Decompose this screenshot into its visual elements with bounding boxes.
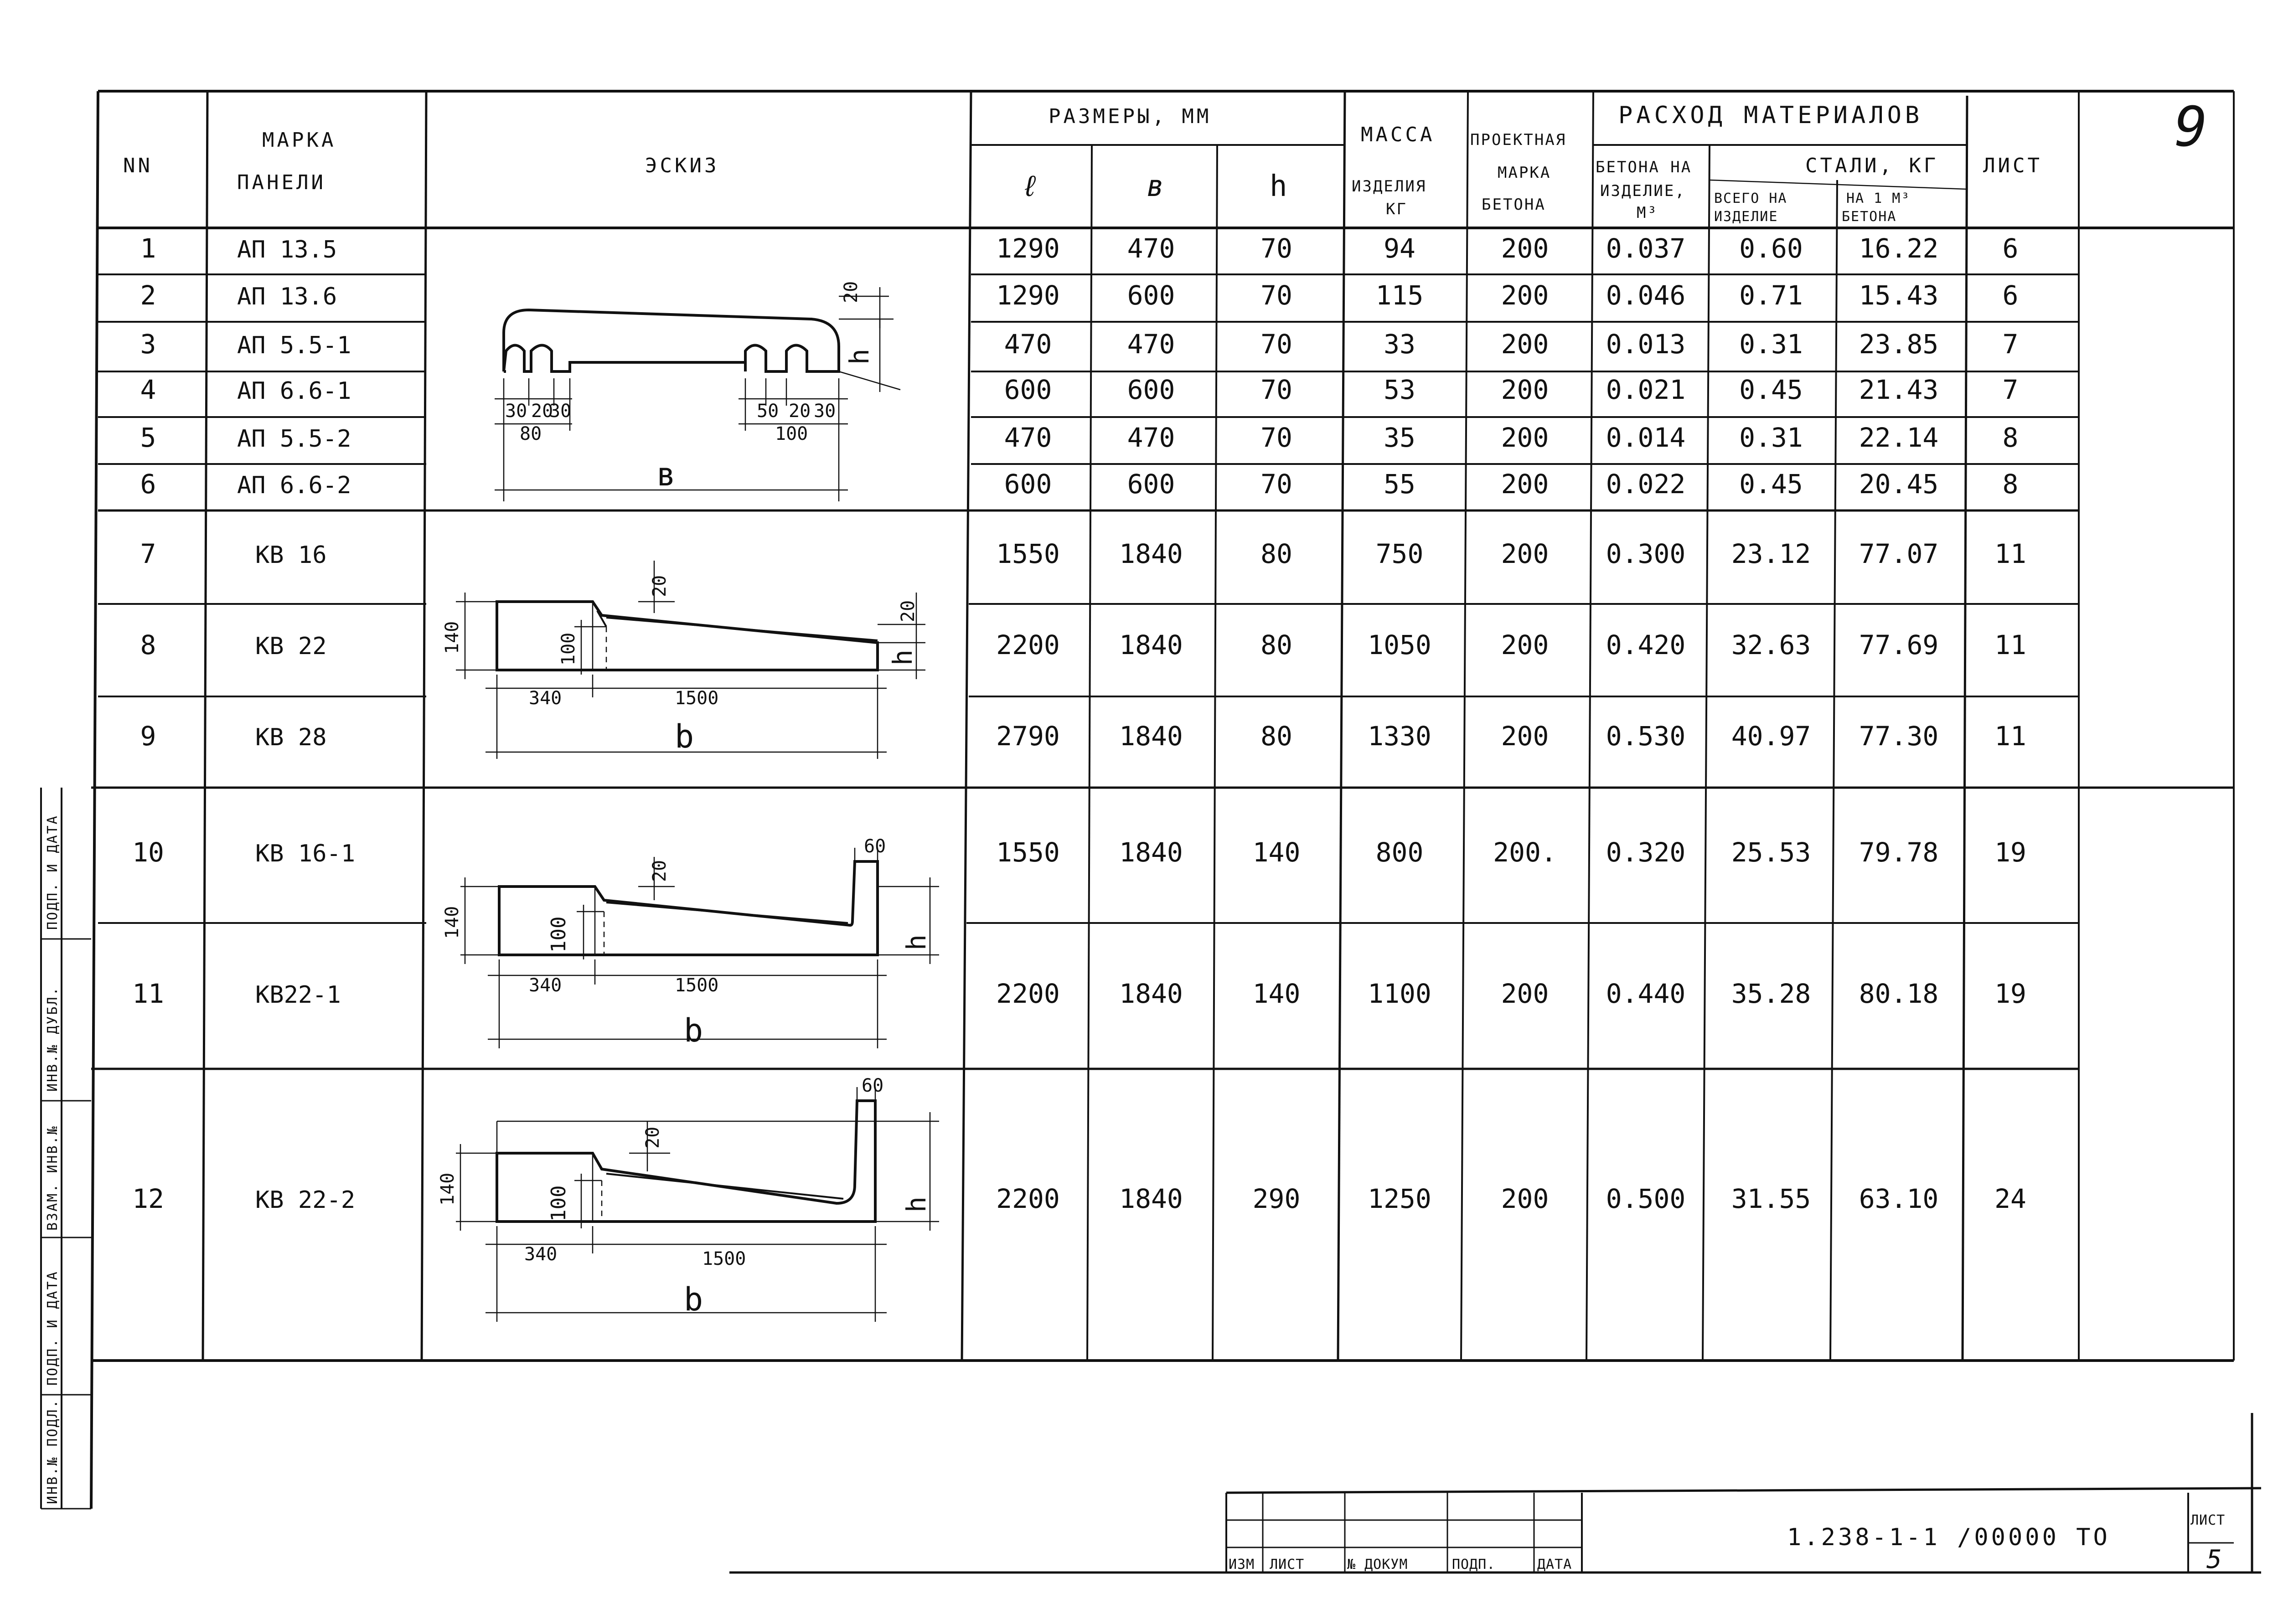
- cell-b: 600: [1127, 469, 1175, 500]
- cell-st-m3: 23.85: [1859, 329, 1939, 360]
- cell-st: 40.97: [1731, 721, 1811, 752]
- cell-bet: 200: [1501, 538, 1549, 569]
- cell-h: 70: [1260, 280, 1292, 311]
- cell-st: 25.53: [1731, 837, 1811, 868]
- cell-marka: КВ 16: [255, 541, 327, 569]
- header-marka-bet-3: БЕТОНА: [1482, 196, 1546, 214]
- dim-140: 140: [442, 906, 463, 939]
- cell-l: 2790: [996, 721, 1060, 752]
- cell-st: 0.45: [1739, 469, 1803, 500]
- cell-b: 470: [1127, 233, 1175, 264]
- cell-st: 31.55: [1731, 1183, 1811, 1214]
- tb-sheet-label: ЛИСТ: [2190, 1512, 2226, 1528]
- cell-b: 1840: [1119, 837, 1183, 868]
- table-row: [140, 422, 2019, 453]
- table-row: [140, 329, 2019, 360]
- header-list: ЛИСТ: [1983, 154, 2042, 177]
- cell-nn: 7: [140, 538, 156, 569]
- table-row: [140, 374, 2019, 405]
- cell-l: 1550: [996, 538, 1060, 569]
- cell-list: 8: [2002, 469, 2019, 500]
- cell-nn: 4: [140, 374, 156, 405]
- dim-h: h: [901, 1196, 932, 1212]
- dim-100: 100: [775, 423, 808, 444]
- cell-marka: АП 6.6-2: [237, 472, 351, 499]
- cell-b: 600: [1127, 374, 1175, 405]
- header-massa-1: МАССА: [1361, 123, 1435, 146]
- cell-st-m3: 79.78: [1859, 837, 1939, 868]
- dim-20a: 20: [531, 401, 553, 422]
- cell-massa: 1100: [1368, 978, 1431, 1009]
- cell-l: 600: [1004, 374, 1052, 405]
- dim-b: b: [684, 1281, 703, 1318]
- dim-100: 100: [558, 632, 579, 665]
- header-stal-m3-2: БЕТОНА: [1842, 209, 1897, 225]
- dim-60: 60: [862, 1075, 884, 1096]
- cell-l: 1290: [996, 233, 1060, 264]
- header-stal-izd-1: ВСЕГО НА: [1714, 191, 1787, 206]
- table-row: [140, 280, 2019, 311]
- header-l: ℓ: [1021, 170, 1039, 203]
- cell-nn: 6: [140, 469, 156, 500]
- table-row: [132, 837, 2026, 868]
- cell-nn: 2: [140, 280, 156, 311]
- dim-h: h: [887, 650, 918, 665]
- header-stal: СТАЛИ, КГ: [1805, 154, 1939, 177]
- cell-list: 7: [2002, 329, 2019, 360]
- cell-list: 24: [1994, 1183, 2026, 1214]
- cell-massa: 1050: [1368, 629, 1431, 660]
- cell-vol: 0.420: [1606, 629, 1686, 660]
- table-row: [132, 1183, 2026, 1214]
- cell-h: 70: [1260, 422, 1292, 453]
- tb-list: ЛИСТ: [1270, 1557, 1305, 1572]
- cell-st-m3: 77.30: [1859, 721, 1939, 752]
- header-stal-m3-1: НА 1 М³: [1846, 191, 1911, 206]
- dim-1500: 1500: [702, 1248, 746, 1269]
- cell-vol: 0.320: [1606, 837, 1686, 868]
- sketch-kv-beam-1: [442, 836, 939, 1049]
- cell-st-m3: 20.45: [1859, 469, 1939, 500]
- cell-h: 80: [1260, 629, 1292, 660]
- cell-b: 1840: [1119, 978, 1183, 1009]
- cell-list: 11: [1994, 629, 2026, 660]
- cell-st: 23.12: [1731, 538, 1811, 569]
- dim-340: 340: [529, 688, 562, 709]
- cell-h: 140: [1252, 978, 1301, 1009]
- cell-massa: 55: [1384, 469, 1415, 500]
- cell-b: 1840: [1119, 538, 1183, 569]
- dim-100: 100: [547, 916, 570, 953]
- dim-80: 80: [520, 423, 542, 444]
- cell-h: 140: [1252, 837, 1301, 868]
- cell-vol: 0.022: [1606, 469, 1686, 500]
- tb-n-dok: № ДОКУМ: [1347, 1557, 1408, 1572]
- dim-20: 20: [642, 1126, 663, 1149]
- cell-bet: 200.: [1493, 837, 1557, 868]
- side-stamp: [45, 815, 61, 1504]
- dim-100: 100: [547, 1185, 570, 1222]
- cell-massa: 750: [1375, 538, 1424, 569]
- side-stamp-2: ИНВ.№ ДУБЛ.: [45, 986, 61, 1092]
- cell-list: 6: [2002, 280, 2019, 311]
- cell-st: 35.28: [1731, 978, 1811, 1009]
- dim-20a: 20: [649, 575, 670, 597]
- cell-st: 0.60: [1739, 233, 1803, 264]
- cell-vol: 0.014: [1606, 422, 1686, 453]
- dim-h: h: [901, 934, 932, 950]
- dim-1500: 1500: [675, 688, 719, 709]
- tb-podp: ПОДП.: [1452, 1557, 1496, 1572]
- page-mark: 9: [2175, 96, 2208, 159]
- cell-l: 2200: [996, 1183, 1060, 1214]
- cell-b: 1840: [1119, 629, 1183, 660]
- header-beton-1: БЕТОНА НА: [1596, 158, 1692, 176]
- cell-st: 0.45: [1739, 374, 1803, 405]
- cell-marka: АП 6.6-1: [237, 377, 351, 405]
- cell-bet: 200: [1501, 1183, 1549, 1214]
- cell-st: 0.31: [1739, 422, 1803, 453]
- cell-marka: АП 13.6: [237, 283, 337, 310]
- cell-nn: 5: [140, 422, 156, 453]
- cell-vol: 0.021: [1606, 374, 1686, 405]
- cell-h: 80: [1260, 721, 1292, 752]
- side-stamp-3: ВЗАМ. ИНВ.№: [45, 1125, 61, 1231]
- header-nn: NN: [123, 154, 153, 177]
- cell-bet: 200: [1501, 233, 1549, 264]
- dim-140: 140: [437, 1172, 458, 1206]
- cell-vol: 0.300: [1606, 538, 1686, 569]
- table-row: [140, 233, 2019, 264]
- cell-massa: 33: [1384, 329, 1415, 360]
- header-beton-3: М³: [1637, 204, 1658, 222]
- cell-massa: 94: [1384, 233, 1415, 264]
- cell-marka: КВ 22-2: [255, 1186, 356, 1214]
- cell-marka: КВ 22: [255, 633, 327, 660]
- header-massa-2: ИЗДЕЛИЯ: [1352, 177, 1427, 196]
- cell-b: 470: [1127, 329, 1175, 360]
- cell-list: 11: [1994, 538, 2026, 569]
- cell-massa: 115: [1375, 280, 1424, 311]
- cell-l: 470: [1004, 422, 1052, 453]
- cell-st-m3: 22.14: [1859, 422, 1939, 453]
- cell-st: 0.71: [1739, 280, 1803, 311]
- cell-vol: 0.500: [1606, 1183, 1686, 1214]
- dim-340: 340: [529, 975, 562, 996]
- header-eskiz: ЭСКИЗ: [645, 154, 719, 177]
- table-header: [123, 102, 2042, 225]
- cell-massa: 35: [1384, 422, 1415, 453]
- table-row: [132, 978, 2026, 1009]
- cell-st-m3: 80.18: [1859, 978, 1939, 1009]
- cell-bet: 200: [1501, 721, 1549, 752]
- cell-st: 32.63: [1731, 629, 1811, 660]
- header-h: h: [1270, 170, 1287, 203]
- cell-bet: 200: [1501, 469, 1549, 500]
- header-stal-izd-2: ИЗДЕЛИЕ: [1714, 209, 1778, 225]
- dim-20: 20: [649, 860, 670, 882]
- cell-l: 1550: [996, 837, 1060, 868]
- cell-st-m3: 77.69: [1859, 629, 1939, 660]
- dim-20b: 20: [789, 401, 811, 422]
- cell-marka: АП 5.5-1: [237, 332, 351, 359]
- header-marka-bet-2: МАРКА: [1498, 164, 1551, 182]
- dim-30c: 30: [814, 401, 836, 422]
- cell-st-m3: 77.07: [1859, 538, 1939, 569]
- cell-bet: 200: [1501, 629, 1549, 660]
- cell-bet: 200: [1501, 280, 1549, 311]
- cell-massa: 53: [1384, 374, 1415, 405]
- dim-340: 340: [524, 1244, 558, 1265]
- tb-izm: ИЗМ: [1229, 1557, 1255, 1572]
- cell-marka: АП 5.5-2: [237, 425, 351, 453]
- sketch-kv-beam: [442, 561, 925, 759]
- title-block: [729, 1413, 2261, 1574]
- dim-b: b: [684, 1012, 703, 1049]
- header-rashod: РАСХОД МАТЕРИАЛОВ: [1618, 102, 1923, 129]
- cell-h: 70: [1260, 469, 1292, 500]
- cell-vol: 0.037: [1606, 233, 1686, 264]
- cell-list: 11: [1994, 721, 2026, 752]
- table-row: [140, 469, 2019, 500]
- cell-massa: 800: [1375, 837, 1424, 868]
- cell-st-m3: 16.22: [1859, 233, 1939, 264]
- cell-h: 290: [1252, 1183, 1301, 1214]
- cell-b: 1840: [1119, 1183, 1183, 1214]
- cell-st-m3: 21.43: [1859, 374, 1939, 405]
- tb-sheet-no: 5: [2206, 1545, 2222, 1574]
- cell-massa: 1330: [1368, 721, 1431, 752]
- cell-bet: 200: [1501, 329, 1549, 360]
- cell-h: 70: [1260, 329, 1292, 360]
- cell-nn: 1: [140, 233, 156, 264]
- cell-h: 70: [1260, 374, 1292, 405]
- cell-nn: 11: [132, 978, 164, 1009]
- cell-nn: 8: [140, 629, 156, 660]
- cell-marka: КВ22-1: [255, 981, 341, 1009]
- dim-20b: 20: [898, 600, 919, 622]
- cell-st-m3: 15.43: [1859, 280, 1939, 311]
- header-beton-2: ИЗДЕЛИЕ,: [1600, 182, 1686, 200]
- tb-data: ДАТА: [1537, 1557, 1572, 1572]
- cell-vol: 0.440: [1606, 978, 1686, 1009]
- cell-l: 600: [1004, 469, 1052, 500]
- sketch-kv-beam-2: [437, 1075, 939, 1322]
- header-marka-2: ПАНЕЛИ: [237, 171, 326, 194]
- side-stamp-1: ПОДП. И ДАТА: [45, 815, 61, 930]
- cell-nn: 12: [132, 1183, 164, 1214]
- dim-60: 60: [864, 836, 886, 857]
- cell-list: 8: [2002, 422, 2019, 453]
- cell-l: 1290: [996, 280, 1060, 311]
- header-razmery: РАЗМЕРЫ, ММ: [1049, 105, 1212, 128]
- dim-140: 140: [442, 621, 463, 654]
- header-massa-3: КГ: [1386, 200, 1407, 218]
- table-body: [132, 233, 2026, 1214]
- header-b: в: [1147, 170, 1164, 203]
- cell-list: 19: [1994, 978, 2026, 1009]
- dim-50: 50: [757, 401, 779, 422]
- cell-vol: 0.013: [1606, 329, 1686, 360]
- dim-b: b: [675, 718, 694, 755]
- side-stamp-4: ПОДП. И ДАТА: [45, 1270, 61, 1386]
- cell-marka: КВ 16-1: [255, 840, 356, 867]
- cell-marka: АП 13.5: [237, 236, 337, 263]
- header-marka-bet-1: ПРОЕКТНАЯ: [1470, 131, 1567, 149]
- cell-bet: 200: [1501, 978, 1549, 1009]
- cell-list: 19: [1994, 837, 2026, 868]
- cell-l: 2200: [996, 978, 1060, 1009]
- cell-list: 6: [2002, 233, 2019, 264]
- dim-30b: 30: [549, 401, 572, 422]
- dim-1500: 1500: [675, 975, 719, 996]
- cell-massa: 1250: [1368, 1183, 1431, 1214]
- cell-nn: 9: [140, 721, 156, 752]
- cell-b: 1840: [1119, 721, 1183, 752]
- dim-30a: 30: [505, 401, 527, 422]
- cell-l: 470: [1004, 329, 1052, 360]
- cell-b: 470: [1127, 422, 1175, 453]
- dim-b: в: [656, 456, 676, 493]
- dim-20: 20: [841, 281, 862, 303]
- cell-bet: 200: [1501, 374, 1549, 405]
- cell-nn: 10: [132, 837, 164, 868]
- sketch-ap-panel: [495, 281, 900, 501]
- cell-nn: 3: [140, 329, 156, 360]
- side-stamp-5: ИНВ.№ ПОДЛ.: [45, 1398, 61, 1504]
- cell-marka: КВ 28: [255, 724, 327, 751]
- cell-st: 0.31: [1739, 329, 1803, 360]
- table-row: [140, 538, 2026, 569]
- header-marka-1: МАРКА: [262, 129, 336, 152]
- cell-vol: 0.046: [1606, 280, 1686, 311]
- cell-h: 80: [1260, 538, 1292, 569]
- cell-st-m3: 63.10: [1859, 1183, 1939, 1214]
- dim-h: h: [844, 349, 875, 365]
- cell-list: 7: [2002, 374, 2019, 405]
- cell-b: 600: [1127, 280, 1175, 311]
- cell-l: 2200: [996, 629, 1060, 660]
- cell-h: 70: [1260, 233, 1292, 264]
- cell-vol: 0.530: [1606, 721, 1686, 752]
- cell-bet: 200: [1501, 422, 1549, 453]
- tb-code: 1.238-1-1 /00000 ТО: [1787, 1524, 2110, 1551]
